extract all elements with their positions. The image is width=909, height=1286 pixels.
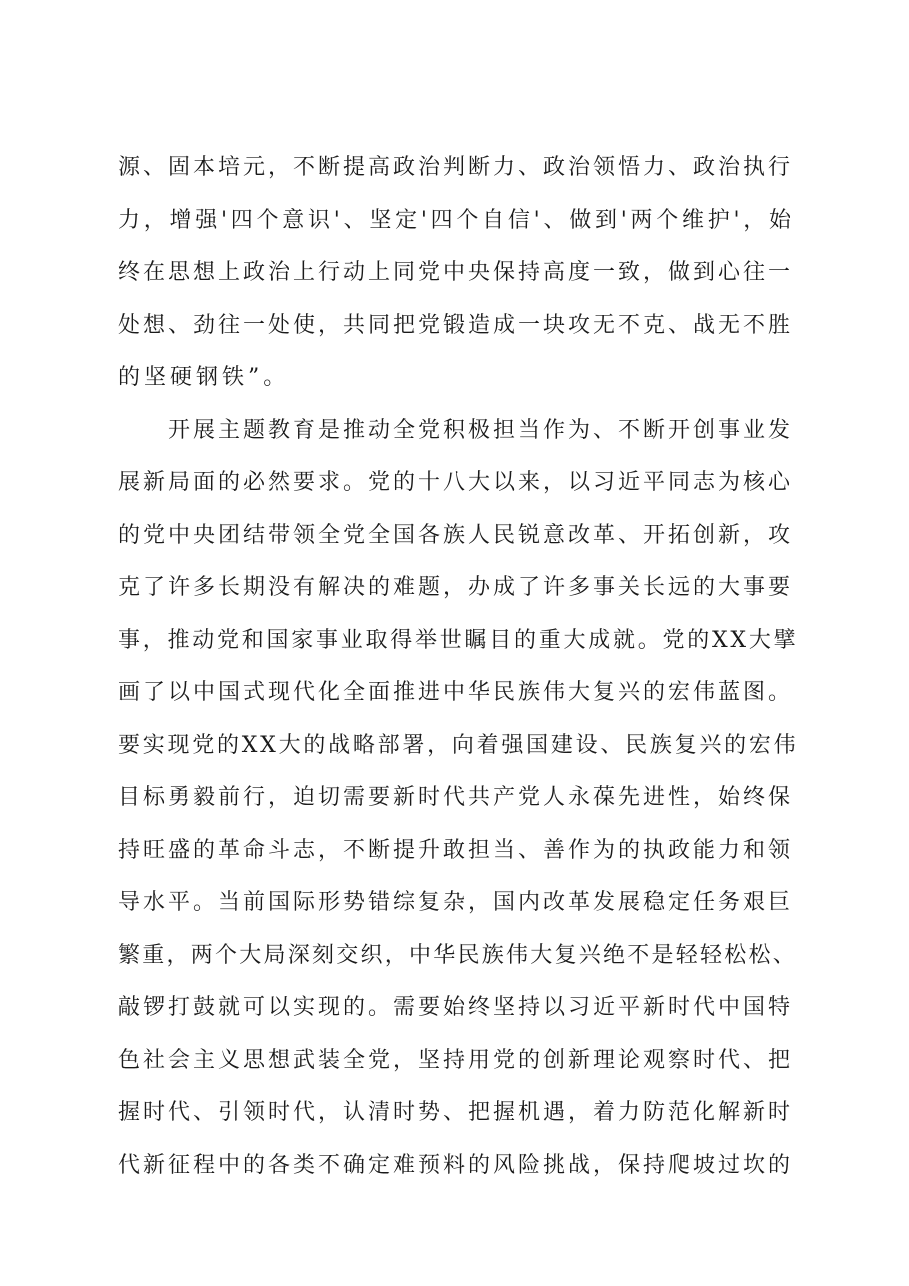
- text-line: 克了许多长期没有解决的难题，办成了许多事关长远的大事要: [118, 575, 794, 600]
- text-line: 画了以中国式现代化全面推进中华民族伟大复兴的宏伟蓝图。: [118, 680, 794, 705]
- text-line: 导水平。当前国际形势错综复杂，国内改革发展稳定任务艰巨: [118, 890, 794, 915]
- text-line: 处想、劲往一处使，共同把党锻造成一块攻无不克、战无不胜: [118, 312, 794, 338]
- text-line: 目标勇毅前行，迫切需要新时代共产党人永葆先进性，始终保: [118, 785, 794, 810]
- text-line: 终在思想上政治上行动上同党中央保持高度一致，做到心往一: [118, 260, 794, 285]
- text-line: 繁重，两个大局深刻交织，中华民族伟大复兴绝不是轻轻松松、: [118, 942, 798, 968]
- text-line: 敲锣打鼓就可以实现的。需要始终坚持以习近平新时代中国特: [118, 995, 794, 1020]
- text-line: 事，推动党和国家事业取得举世瞩目的重大成就。党的XX大擘: [118, 627, 799, 653]
- text-line: 持旺盛的革命斗志，不断提升敢担当、善作为的执政能力和领: [118, 837, 794, 863]
- text-line: 要实现党的XX大的战略部署，向着强国建设、民族复兴的宏伟: [118, 732, 799, 758]
- text-line: 展新局面的必然要求。党的十八大以来，以习近平同志为核心: [118, 470, 794, 495]
- text-line: 力，增强'四个意识'、坚定'四个自信'、做到'两个维护'，始: [118, 207, 795, 233]
- text-line: 握时代、引领时代，认清时势、把握机遇，着力防范化解新时: [118, 1100, 794, 1125]
- text-line: 色社会主义思想武装全党，坚持用党的创新理论观察时代、把: [118, 1047, 794, 1073]
- text-line: 源、固本培元，不断提高政治判断力、政治领悟力、政治执行: [118, 155, 794, 180]
- text-line: 的坚硬钢铁”。: [118, 365, 290, 390]
- document-body: [118, 142, 798, 1192]
- text-line: 的党中央团结带领全党全国各族人民锐意改革、开拓创新，攻: [118, 522, 794, 548]
- paragraph-first-line: 开展主题教育是推动全党积极担当作为、不断开创事业发: [168, 417, 794, 443]
- text-line: 代新征程中的各类不确定难预料的风险挑战，保持爬坡过坎的: [118, 1152, 794, 1178]
